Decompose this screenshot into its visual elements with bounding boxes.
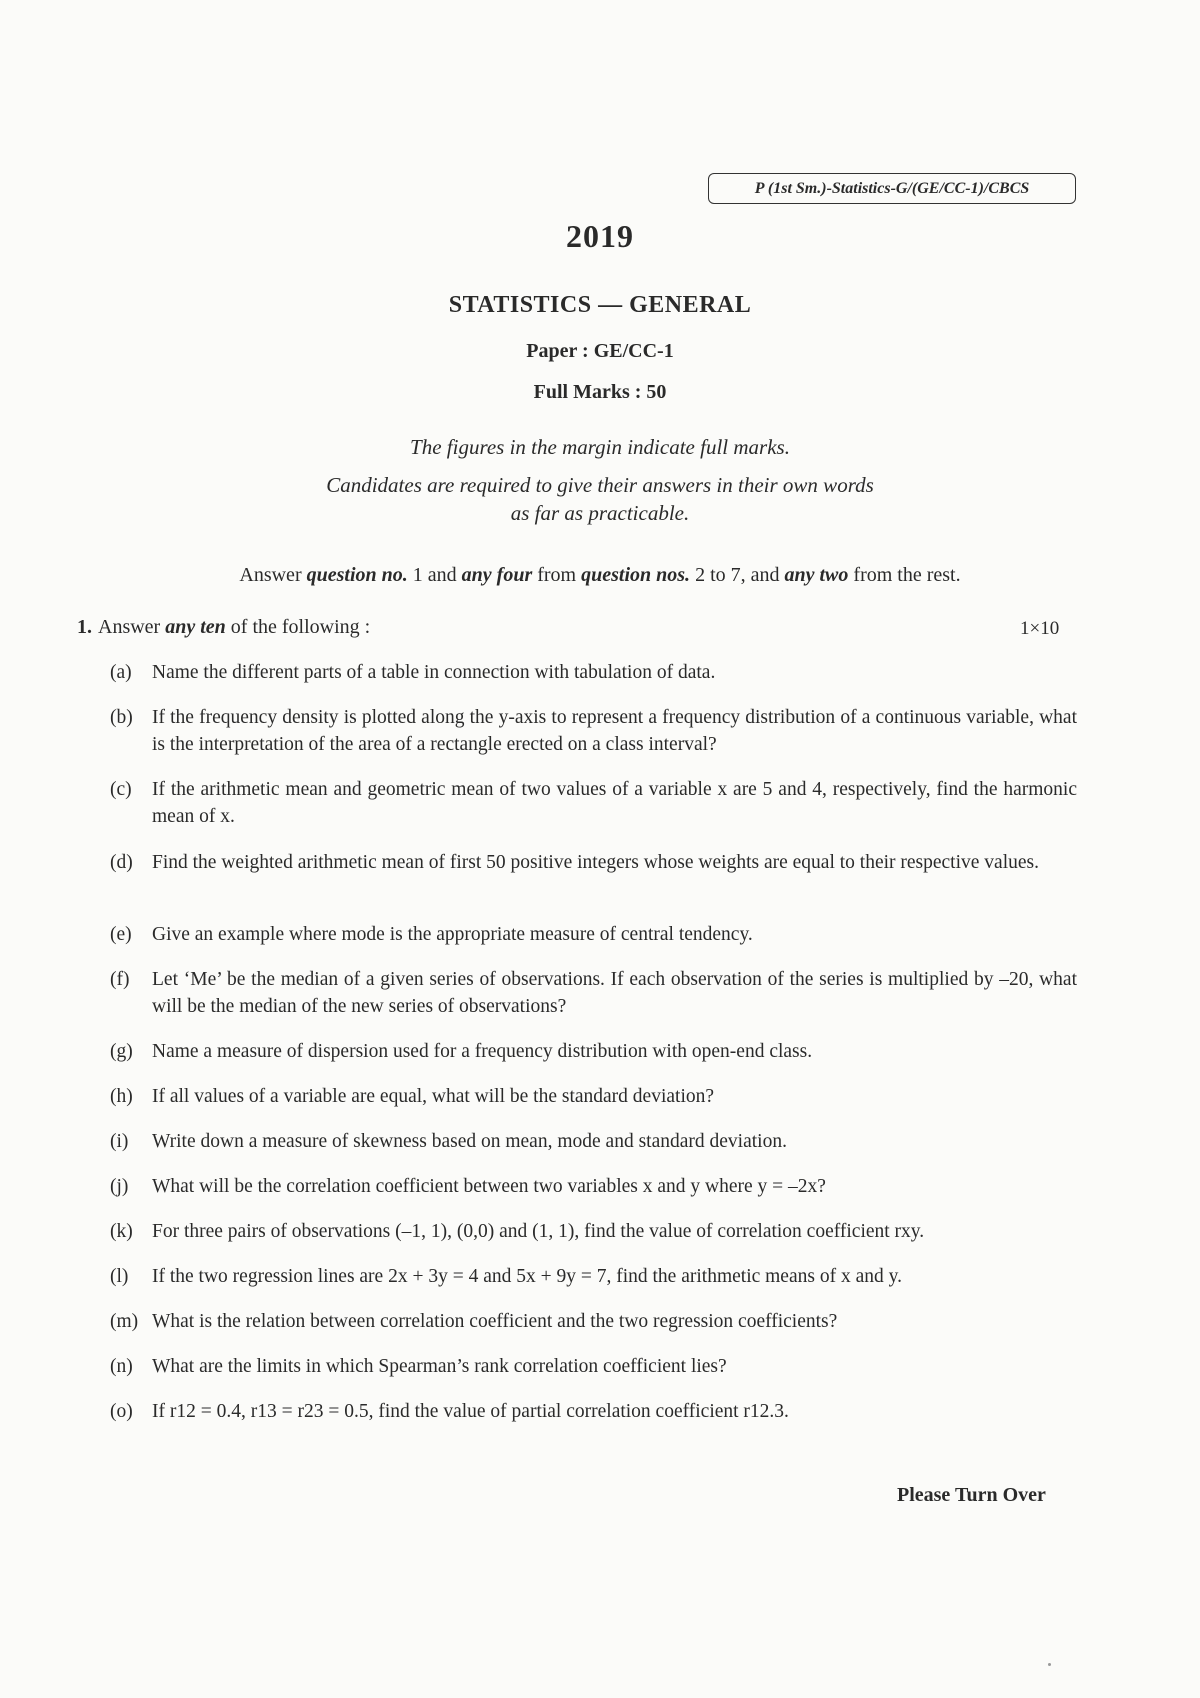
paper-code: P (1st Sm.)-Statistics-G/(GE/CC-1)/CBCS (754, 179, 1030, 197)
instruction-emphasis: any four (461, 564, 533, 586)
item-label: (m) (110, 1311, 139, 1332)
question-item-n (110, 1353, 1077, 1380)
item-label: (c) (110, 779, 132, 800)
item-label: (o) (110, 1401, 133, 1422)
item-label: (k) (110, 1221, 133, 1242)
question-item-a (110, 659, 1077, 686)
question-1-marks: 1×10 (1020, 618, 1060, 639)
question-text: of the following : (225, 616, 371, 638)
item-text: For three pairs of observations (–1, 1), (0,0) and (1, 1), find the value of correlation coefficient rxy. (152, 1221, 925, 1242)
instruction-text: from the rest. (848, 564, 961, 586)
question-item-b (110, 704, 1077, 758)
item-text: If r12 = 0.4, r13 = r23 = 0.5, find the value of partial correlation coefficient r12.3. (152, 1401, 789, 1422)
item-text: Give an example where mode is the appropriate measure of central tendency. (152, 924, 753, 945)
instruction-text: 1 and (407, 564, 462, 586)
question-number: 1. (77, 616, 92, 638)
item-text: Find the weighted arithmetic mean of first 50 positive integers whose weights are equal to their respective values. (152, 852, 1039, 873)
item-label: (f) (110, 969, 130, 990)
item-label: (g) (110, 1041, 133, 1062)
item-label: (i) (110, 1131, 129, 1152)
instruction-emphasis: question no. (306, 564, 408, 586)
exam-year: 2019 (566, 218, 634, 254)
please-turn-over: Please Turn Over (897, 1484, 1046, 1506)
item-label: (j) (110, 1176, 129, 1197)
instruction-emphasis: question nos. (581, 564, 691, 586)
question-text: Answer (98, 616, 166, 638)
instruction-emphasis: any two (784, 564, 849, 586)
item-label: (b) (110, 707, 133, 728)
question-item-l (110, 1263, 1077, 1290)
item-text: Name a measure of dispersion used for a frequency distribution with open-end class. (152, 1041, 813, 1062)
paper-number: Paper : GE/CC-1 (526, 340, 674, 362)
item-label: (e) (110, 924, 132, 945)
instruction-text: Answer (239, 564, 307, 586)
item-label: (a) (110, 662, 132, 683)
item-label: (l) (110, 1266, 129, 1287)
item-text: Write down a measure of skewness based on mean, mode and standard deviation. (152, 1131, 787, 1152)
item-text: What is the relation between correlation coefficient and the two regression coefficients? (152, 1311, 838, 1332)
item-text: Let ‘Me’ be the median of a given series of observations. If each observation of the series is multiplied by –20, what will be the median of the new series of observations? (152, 969, 1077, 1017)
candidates-note-line1: Candidates are required to give their answers in their own words (326, 473, 874, 497)
answer-instruction (0, 564, 1200, 587)
item-text: If the two regression lines are 2x + 3y = 4 and 5x + 9y = 7, find the arithmetic means of x and y. (152, 1266, 902, 1287)
question-item-f (110, 966, 1077, 1020)
item-text: If the arithmetic mean and geometric mean of two values of a variable x are 5 and 4, respectively, find the harmonic mean of x. (152, 779, 1077, 827)
item-text: Name the different parts of a table in connection with tabulation of data. (152, 662, 716, 683)
scan-speck (1048, 1663, 1051, 1666)
candidates-note-line2: as far as practicable. (510, 501, 690, 525)
paper-code-box (708, 173, 1076, 204)
subject-title: STATISTICS — GENERAL (448, 292, 752, 318)
question-item-c (110, 776, 1077, 830)
question-item-k (110, 1218, 1077, 1245)
item-label: (h) (110, 1086, 133, 1107)
item-label: (d) (110, 852, 133, 873)
question-1-heading (77, 616, 370, 639)
item-label: (n) (110, 1356, 133, 1377)
question-emphasis: any ten (165, 616, 226, 638)
full-marks: Full Marks : 50 (533, 381, 667, 403)
margin-note: The figures in the margin indicate full marks. (410, 435, 790, 459)
instruction-text: 2 to 7, and (690, 564, 785, 586)
question-item-m (110, 1308, 1077, 1335)
item-text: If all values of a variable are equal, what will be the standard deviation? (152, 1086, 715, 1107)
question-item-h (110, 1083, 1077, 1110)
question-item-j (110, 1173, 1077, 1200)
question-item-e (110, 921, 1077, 948)
question-item-o (110, 1398, 1077, 1425)
question-item-i (110, 1128, 1077, 1155)
instruction-text: from (532, 564, 582, 586)
item-text: What are the limits in which Spearman’s rank correlation coefficient lies? (152, 1356, 727, 1377)
question-item-d (110, 849, 1077, 876)
item-text: What will be the correlation coefficient between two variables x and y where y = –2x? (152, 1176, 826, 1197)
question-item-g (110, 1038, 1077, 1065)
item-text: If the frequency density is plotted along the y-axis to represent a frequency distribution of a continuous variable, what is the interpretation of the area of a rectangle erected on a class interval? (152, 707, 1077, 755)
